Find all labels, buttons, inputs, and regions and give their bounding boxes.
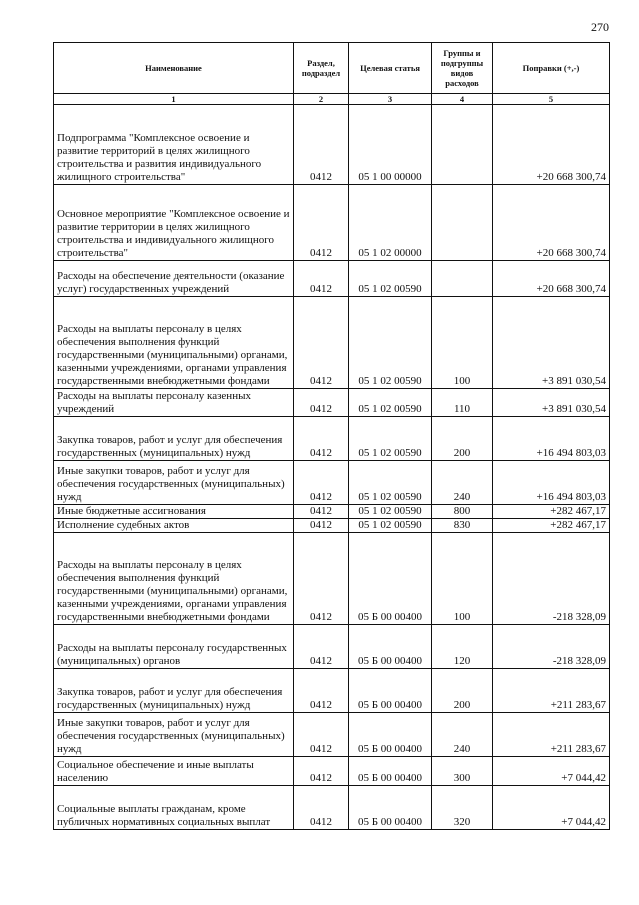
row-section: 0412 (294, 389, 349, 417)
row-section: 0412 (294, 757, 349, 786)
row-target: 05 1 02 00590 (349, 505, 432, 519)
table-row (54, 185, 610, 261)
row-amount: +20 668 300,74 (493, 185, 610, 261)
row-name: Исполнение судебных актов (54, 519, 294, 533)
row-group: 300 (432, 757, 493, 786)
row-amount: -218 328,09 (493, 533, 610, 625)
table-row (54, 757, 610, 786)
row-target: 05 Б 00 00400 (349, 757, 432, 786)
row-name: Расходы на выплаты персоналу в целях обеспечения выполнения функций государственными (муниципальными) органами, казенными учреждениями, органами управления государственными внебюджетными фондами (54, 297, 294, 389)
table-row (54, 713, 610, 757)
column-number: 5 (493, 94, 610, 105)
row-target: 05 Б 00 00400 (349, 625, 432, 669)
row-target: 05 1 00 00000 (349, 105, 432, 185)
row-group: 200 (432, 669, 493, 713)
row-section: 0412 (294, 297, 349, 389)
row-group (432, 185, 493, 261)
row-amount: +7 044,42 (493, 786, 610, 830)
row-group: 100 (432, 533, 493, 625)
row-name: Иные бюджетные ассигнования (54, 505, 294, 519)
row-name: Расходы на выплаты персоналу казенных учреждений (54, 389, 294, 417)
row-section: 0412 (294, 669, 349, 713)
row-amount: +20 668 300,74 (493, 261, 610, 297)
row-amount: +16 494 803,03 (493, 461, 610, 505)
table-row (54, 105, 610, 185)
column-number-row (54, 94, 610, 105)
row-section: 0412 (294, 261, 349, 297)
table-row (54, 519, 610, 533)
table-row (54, 533, 610, 625)
page-number: 270 (591, 20, 609, 34)
table-header-row (54, 43, 610, 94)
row-amount: +3 891 030,54 (493, 297, 610, 389)
row-group: 240 (432, 461, 493, 505)
header-name: Наименование (54, 43, 294, 94)
row-target: 05 1 02 00590 (349, 261, 432, 297)
row-amount: +20 668 300,74 (493, 105, 610, 185)
row-amount: +3 891 030,54 (493, 389, 610, 417)
column-number: 4 (432, 94, 493, 105)
header-groups: Группы и подгруппы видов расходов (432, 43, 493, 94)
row-group (432, 261, 493, 297)
row-section: 0412 (294, 533, 349, 625)
row-group: 320 (432, 786, 493, 830)
row-group (432, 105, 493, 185)
header-section: Раздел, подраздел (294, 43, 349, 94)
row-section: 0412 (294, 505, 349, 519)
table-row (54, 461, 610, 505)
row-group: 200 (432, 417, 493, 461)
column-number: 3 (349, 94, 432, 105)
row-target: 05 1 02 00590 (349, 519, 432, 533)
row-amount: +282 467,17 (493, 519, 610, 533)
row-target: 05 Б 00 00400 (349, 669, 432, 713)
header-amendments: Поправки (+,-) (493, 43, 610, 94)
row-section: 0412 (294, 461, 349, 505)
row-name: Расходы на выплаты персоналу в целях обеспечения выполнения функций государственными (муниципальными) органами, казенными учреждениями, органами управления государственными внебюджетными фондами (54, 533, 294, 625)
column-number: 2 (294, 94, 349, 105)
row-target: 05 Б 00 00400 (349, 713, 432, 757)
row-target: 05 1 02 00590 (349, 417, 432, 461)
row-group: 110 (432, 389, 493, 417)
row-name: Иные закупки товаров, работ и услуг для обеспечения государственных (муниципальных) нужд (54, 713, 294, 757)
row-name: Расходы на обеспечение деятельности (оказание услуг) государственных учреждений (54, 261, 294, 297)
row-amount: -218 328,09 (493, 625, 610, 669)
row-name: Социальные выплаты гражданам, кроме публичных нормативных социальных выплат (54, 786, 294, 830)
table-row (54, 417, 610, 461)
row-group: 120 (432, 625, 493, 669)
header-target: Целевая статья (349, 43, 432, 94)
row-target: 05 1 02 00590 (349, 461, 432, 505)
table-row (54, 389, 610, 417)
row-section: 0412 (294, 417, 349, 461)
row-amount: +282 467,17 (493, 505, 610, 519)
table-row (54, 261, 610, 297)
table-row (54, 786, 610, 830)
row-name: Основное мероприятие "Комплексное освоение и развитие территории в целях жилищного строительства и индивидуального жилищного строительства" (54, 185, 294, 261)
row-group: 830 (432, 519, 493, 533)
row-amount: +211 283,67 (493, 669, 610, 713)
row-name: Подпрограмма "Комплексное освоение и развитие территорий в целях жилищного строительства и развития индивидуального жилищного строительства" (54, 105, 294, 185)
row-section: 0412 (294, 625, 349, 669)
row-name: Иные закупки товаров, работ и услуг для обеспечения государственных (муниципальных) нужд (54, 461, 294, 505)
row-section: 0412 (294, 786, 349, 830)
column-number: 1 (54, 94, 294, 105)
table-row (54, 625, 610, 669)
row-name: Закупка товаров, работ и услуг для обеспечения государственных (муниципальных) нужд (54, 417, 294, 461)
row-target: 05 Б 00 00400 (349, 533, 432, 625)
row-name: Социальное обеспечение и иные выплаты населению (54, 757, 294, 786)
row-target: 05 1 02 00000 (349, 185, 432, 261)
row-name: Расходы на выплаты персоналу государственных (муниципальных) органов (54, 625, 294, 669)
row-amount: +16 494 803,03 (493, 417, 610, 461)
row-section: 0412 (294, 105, 349, 185)
row-amount: +211 283,67 (493, 713, 610, 757)
row-name: Закупка товаров, работ и услуг для обеспечения государственных (муниципальных) нужд (54, 669, 294, 713)
row-group: 240 (432, 713, 493, 757)
row-section: 0412 (294, 185, 349, 261)
table-row (54, 297, 610, 389)
row-group: 800 (432, 505, 493, 519)
table-row (54, 505, 610, 519)
row-target: 05 Б 00 00400 (349, 786, 432, 830)
row-target: 05 1 02 00590 (349, 297, 432, 389)
row-amount: +7 044,42 (493, 757, 610, 786)
row-section: 0412 (294, 519, 349, 533)
row-group: 100 (432, 297, 493, 389)
row-section: 0412 (294, 713, 349, 757)
budget-amendments-table (53, 42, 610, 830)
row-target: 05 1 02 00590 (349, 389, 432, 417)
table-row (54, 669, 610, 713)
